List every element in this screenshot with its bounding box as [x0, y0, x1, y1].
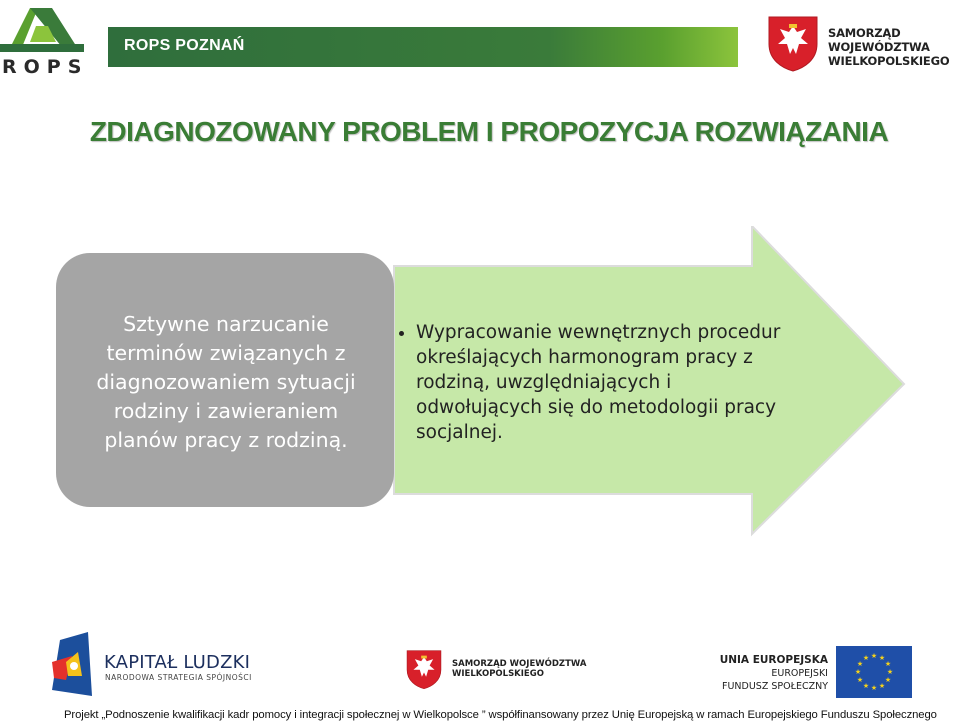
ue-line-2: EUROPEJSKI — [771, 668, 828, 679]
solution-bullet: • Wypracowanie wewnętrznych procedur określających harmonogram pracy z rodziną, uwzględniających i odwołujących się do metodologii pracy socjalnej. — [416, 320, 796, 445]
svg-text:★: ★ — [884, 676, 892, 684]
kapital-ludzki-subtitle: NARODOWA STRATEGIA SPÓJNOŚCI — [105, 673, 252, 682]
samorzad-header-text — [828, 26, 960, 68]
svg-text:★: ★ — [870, 684, 878, 692]
samorzad-line-1: SAMORZĄD WOJEWÓDZTWA — [828, 26, 930, 54]
kapital-ludzki-logo-icon — [52, 632, 94, 696]
ue-line-1: UNIA EUROPEJSKA — [719, 654, 828, 666]
svg-text:★: ★ — [878, 654, 886, 662]
svg-text:★: ★ — [862, 654, 870, 662]
wielkopolska-crest-icon — [766, 14, 820, 72]
svg-text:★: ★ — [870, 652, 878, 660]
svg-text:★: ★ — [856, 676, 864, 684]
svg-text:★: ★ — [884, 660, 892, 668]
samorzad-footer-text — [452, 659, 586, 679]
svg-text:★: ★ — [862, 682, 870, 690]
wielkopolska-crest-small-icon — [405, 648, 443, 690]
svg-text:★: ★ — [854, 668, 862, 676]
header-bar-label: ROPS POZNAŃ — [124, 37, 245, 54]
samorzad-footer-line-2: WIELKOPOLSKIEGO — [452, 669, 544, 679]
problem-text: Sztywne narzucanie terminów związanych z diagnozowaniem sytuacji rodziny i zawieraniem planów pracy z rodziną. — [96, 312, 356, 452]
rops-logo-text: ROPS — [2, 56, 89, 78]
samorzad-line-2: WIELKOPOLSKIEGO — [828, 54, 950, 68]
ue-line-3: FUNDUSZ SPOŁECZNY — [722, 681, 828, 692]
samorzad-footer-line-1: SAMORZĄD WOJEWÓDZTWA — [452, 659, 587, 669]
project-footer-text: Projekt „Podnoszenie kwalifikacji kadr pomocy i integracji społecznej w Wielkopolsce ” współfinansowany przez Unię Europejską w ramach Europejskiego Funduszu Społecznego — [64, 709, 937, 721]
kapital-ludzki-title: KAPITAŁ LUDZKI — [104, 652, 251, 673]
svg-text:★: ★ — [886, 668, 894, 676]
slide-title: ZDIAGNOZOWANY PROBLEM I PROPOZYCJA ROZWIĄZANIA — [89, 116, 889, 147]
svg-text:★: ★ — [878, 682, 886, 690]
svg-text:★: ★ — [856, 660, 864, 668]
solution-text — [396, 320, 796, 445]
eu-flag-icon — [836, 646, 912, 698]
ue-text — [700, 654, 828, 693]
